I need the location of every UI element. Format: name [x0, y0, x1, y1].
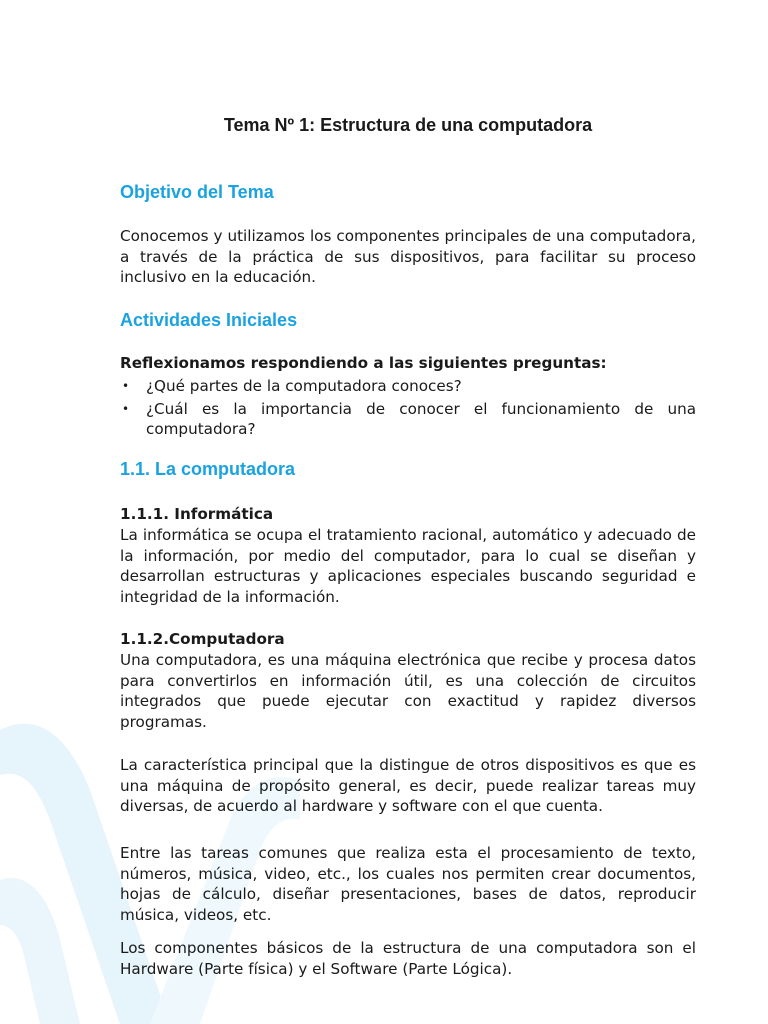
objetivo-paragraph: Conocemos y utilizamos los componentes principales de una computadora, a través de la práctica de sus dispositivos, para facilitar su proceso inclusivo en la educación. — [120, 227, 696, 286]
objetivo-text — [120, 226, 696, 288]
informatica-paragraph: La informática se ocupa el tratamiento racional, automático y adecuado de la información, por medio del computador, para lo cual se diseñan y desarrollan estructuras y aplicaciones especiales buscando seguridad e integridad de la información. — [120, 526, 696, 606]
informatica-text — [120, 525, 696, 607]
questions-list — [120, 376, 696, 442]
computadora-paragraph: Los componentes básicos de la estructura de una computadora son el Hardware (Parte física) y el Software (Parte Lógica). — [120, 939, 696, 978]
bullet-icon: • — [122, 402, 130, 416]
computadora-paragraph: La característica principal que la distingue de otros dispositivos es que es una máquina de propósito general, es decir, puede realizar tareas muy diversas, de acuerdo al hardware y software con el que cuenta. — [120, 756, 696, 815]
computadora-paragraph: Una computadora, es una máquina electrónica que recibe y procesa datos para convertirlos en información útil, es una colección de circuitos integrados que puede ejecutar con exactitud y rapidez diversos programas. — [120, 651, 696, 731]
informatica-heading: 1.1.1. Informática — [120, 505, 274, 523]
objetivo-heading: Objetivo del Tema — [120, 182, 274, 202]
actividades-prompt: Reflexionamos respondiendo a las siguientes preguntas: — [120, 354, 607, 372]
list-item: • ¿Cuál es la importancia de conocer el funcionamiento de una computadora? — [122, 400, 696, 438]
computadora-text-4 — [120, 938, 696, 979]
computadora-heading: 1.1.2.Computadora — [120, 630, 285, 648]
actividades-heading: Actividades Iniciales — [120, 310, 298, 330]
list-item: • ¿Qué partes de la computadora conoces? — [122, 377, 462, 395]
computadora-text-2 — [120, 755, 696, 817]
page-title: Tema Nº 1: Estructura de una computadora — [223, 115, 593, 135]
computadora-paragraph: Entre las tareas comunes que realiza esta el procesamiento de texto, números, música, video, etc., los cuales nos permiten crear documentos, hojas de cálculo, diseñar presentaciones, bases de datos, reproducir música, videos, etc. — [120, 844, 696, 924]
section-heading: 1.1. La computadora — [120, 459, 296, 479]
computadora-text-3 — [120, 843, 696, 925]
computadora-text-1 — [120, 650, 696, 732]
bullet-icon: • — [122, 379, 130, 393]
